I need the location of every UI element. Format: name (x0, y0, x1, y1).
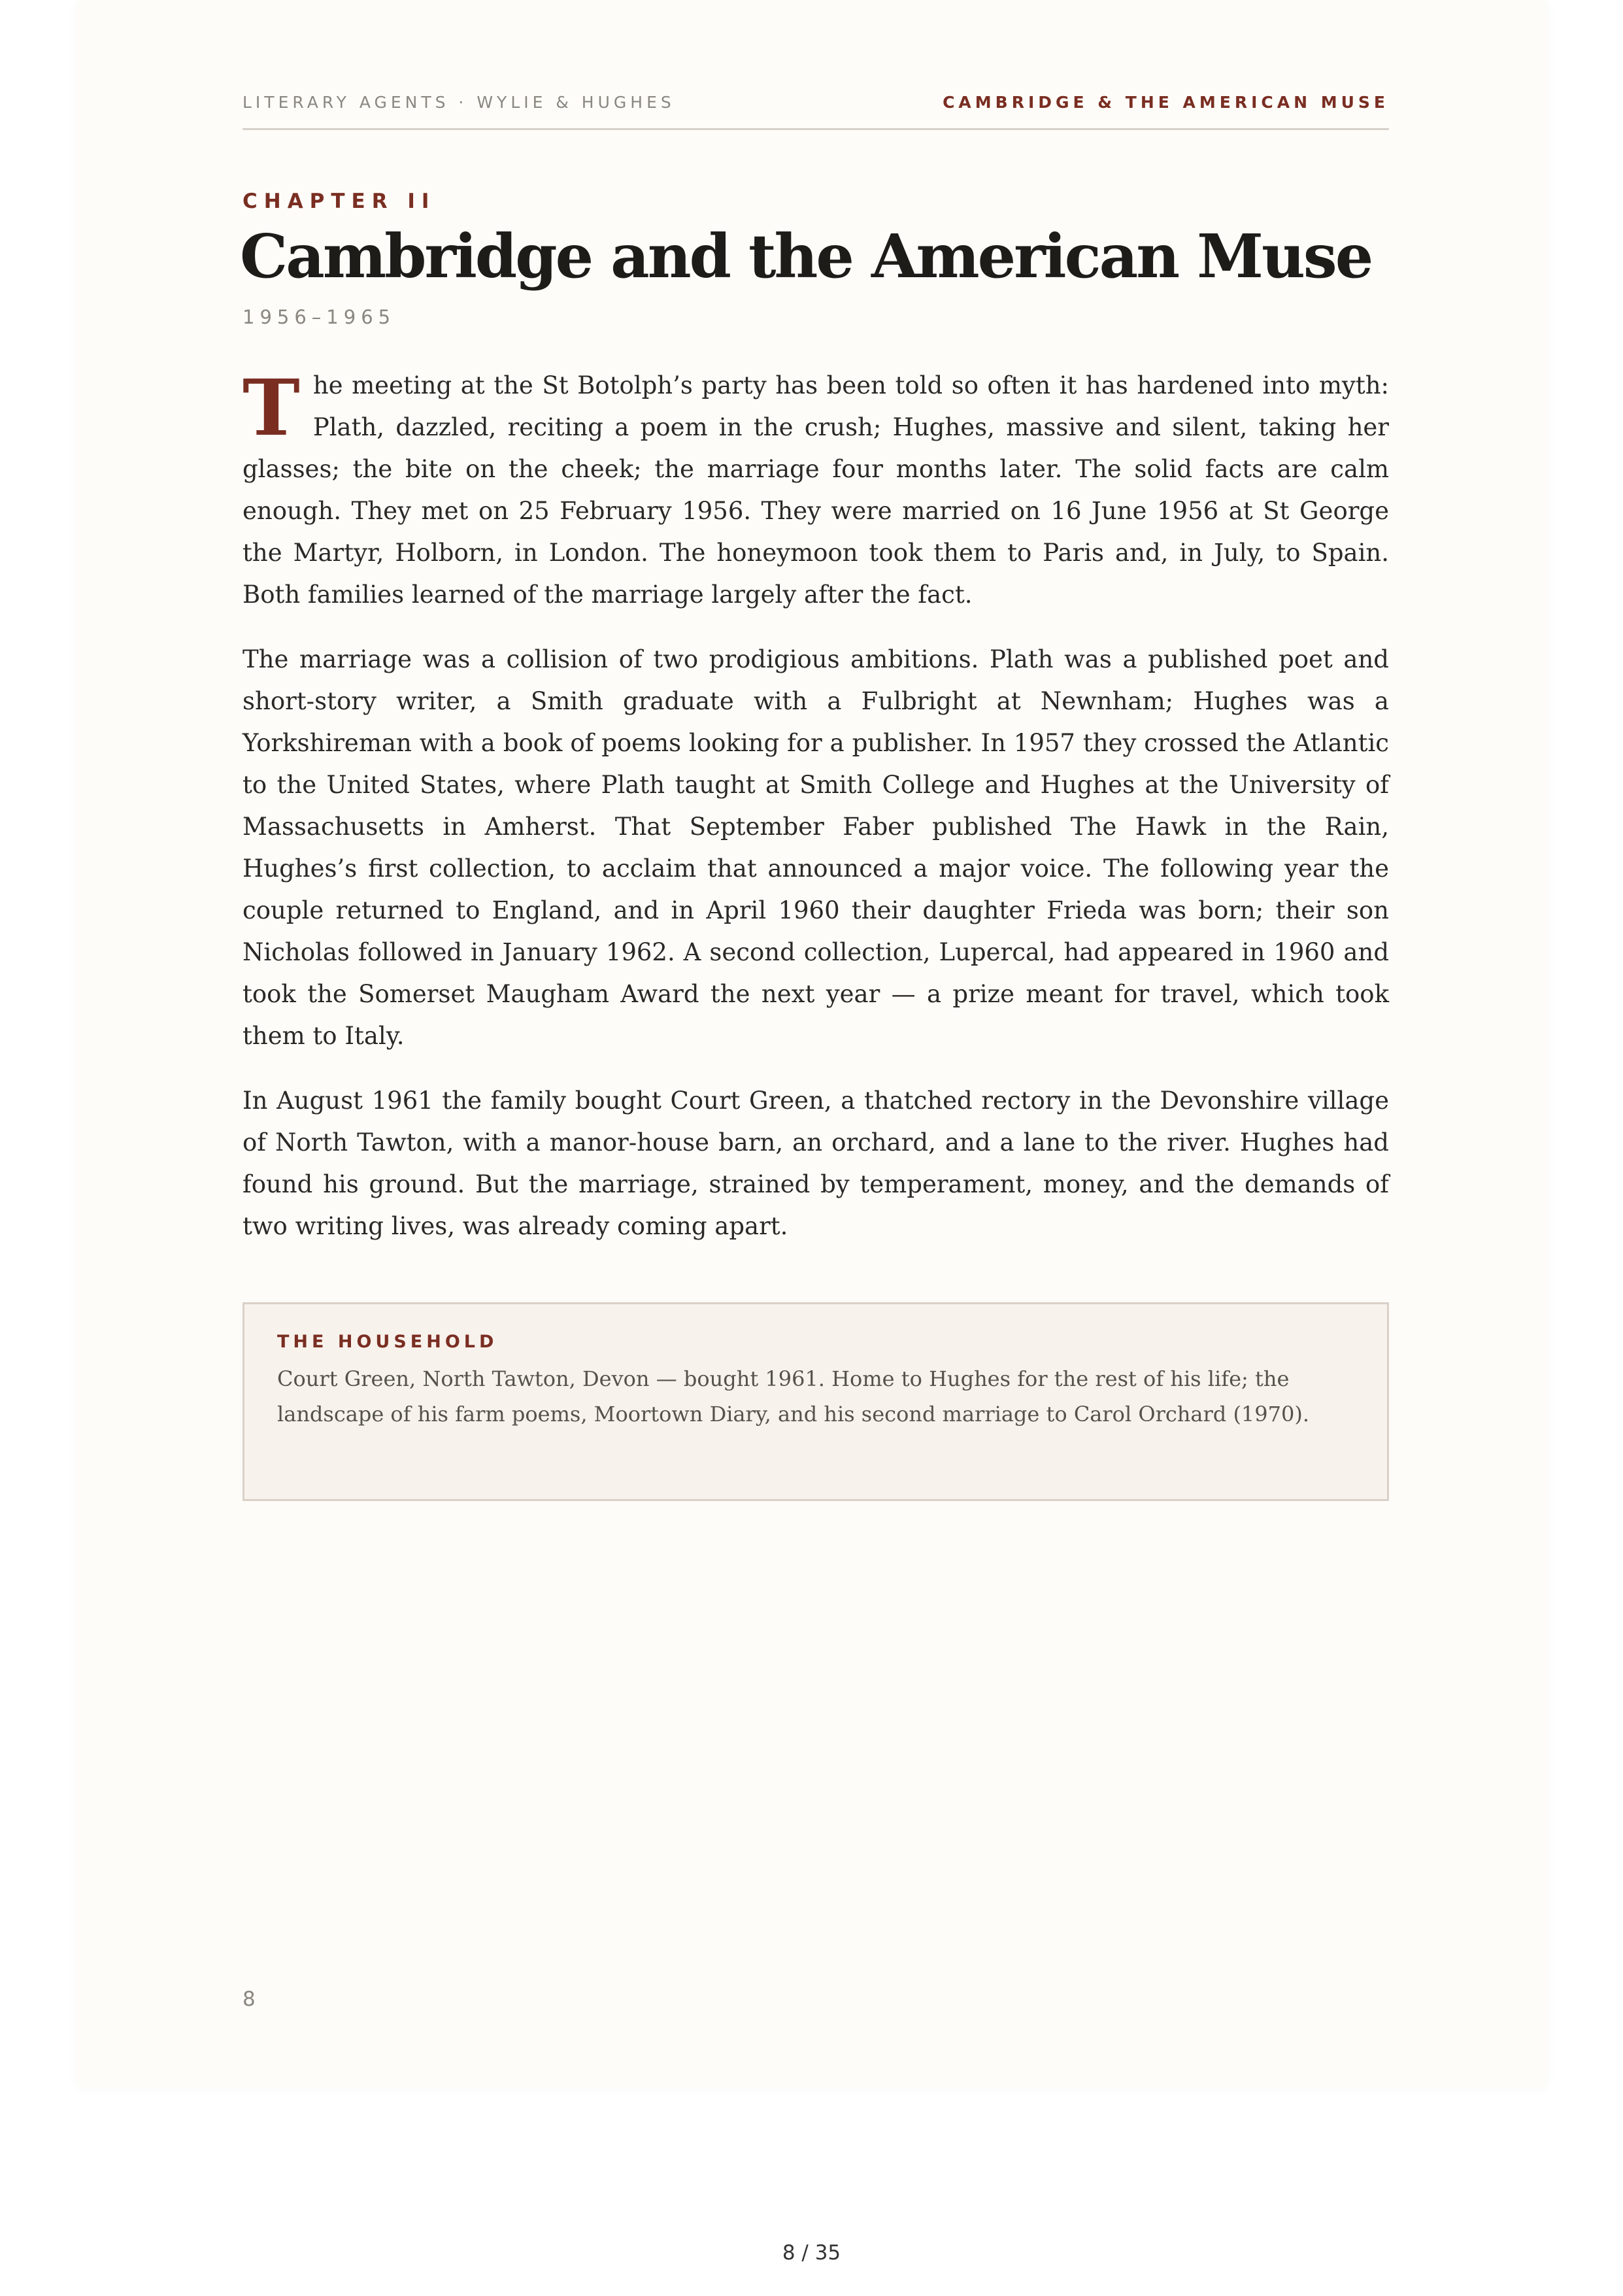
paragraph-2: The marriage was a collision of two prodigious ambitions. Plath was a published poet and short-story writer, a Smith graduate with a Fulbright at Newnham; Hughes was a Yorkshireman with a book of poems looking for a publisher. In 1957 they crossed the Atlantic to the United States, where Plath taught at Smith College and Hughes at the University of Massachusetts in Amherst. That September Faber published The Hawk in the Rain, Hughes’s first collection, to acclaim that announced a major voice. The following year the couple returned to England, and in April 1960 their daughter Frieda was born; their son Nicholas followed in January 1962. A second collection, Lupercal, had appeared in 1960 and took the Somerset Maugham Award the next year — a prize meant for travel, which took them to Italy. (243, 645, 1389, 1050)
document-page (76, 0, 1547, 2089)
paragraph-1-text: he meeting at the St Botolph’s party has been told so often it has hardened into myth: Plath, dazzled, reciting a poem in the crush; Hughes, massive and silent, taking her glasses; the bite on the cheek; the marriage four months later. The solid facts are calm enough. They met on 25 February 1956. They were married on 16 June 1956 at St George the Martyr, Holborn, in London. The honeymoon took them to Paris and, in July, to Spain. Both families learned of the marriage largely after the fact. (243, 371, 1389, 609)
drop-cap: T (243, 362, 300, 453)
chapter-label: CHAPTER II (243, 190, 436, 213)
running-header-left: LITERARY AGENTS · WYLIE & HUGHES (243, 93, 675, 112)
running-header-right: CAMBRIDGE & THE AMERICAN MUSE (943, 93, 1389, 112)
chapter-dates: 1956–1965 (243, 306, 396, 328)
chapter-body (243, 362, 1389, 1270)
viewer-page-counter: 8 / 35 (782, 2241, 841, 2265)
running-header (243, 92, 1389, 130)
callout-label: THE HOUSEHOLD (277, 1332, 498, 1352)
paragraph-3: In August 1961 the family bought Court Green, a thatched rectory in the Devonshire village of North Tawton, with a manor-house barn, an orchard, and a lane to the river. Hughes had found his ground. But the marriage, strained by temperament, money, and the demands of two writing lives, was already coming apart. (243, 1087, 1389, 1240)
callout-text: Court Green, North Tawton, Devon — bought 1961. Home to Hughes for the rest of his life; the landscape of his farm poems, Moortown Diary, and his second marriage to Carol Orchard (1970). (277, 1366, 1310, 1427)
paragraph-1 (243, 362, 1389, 616)
household-callout (243, 1302, 1389, 1501)
chapter-title: Cambridge and the American Muse (240, 221, 1372, 292)
page-number: 8 (243, 1987, 256, 2011)
